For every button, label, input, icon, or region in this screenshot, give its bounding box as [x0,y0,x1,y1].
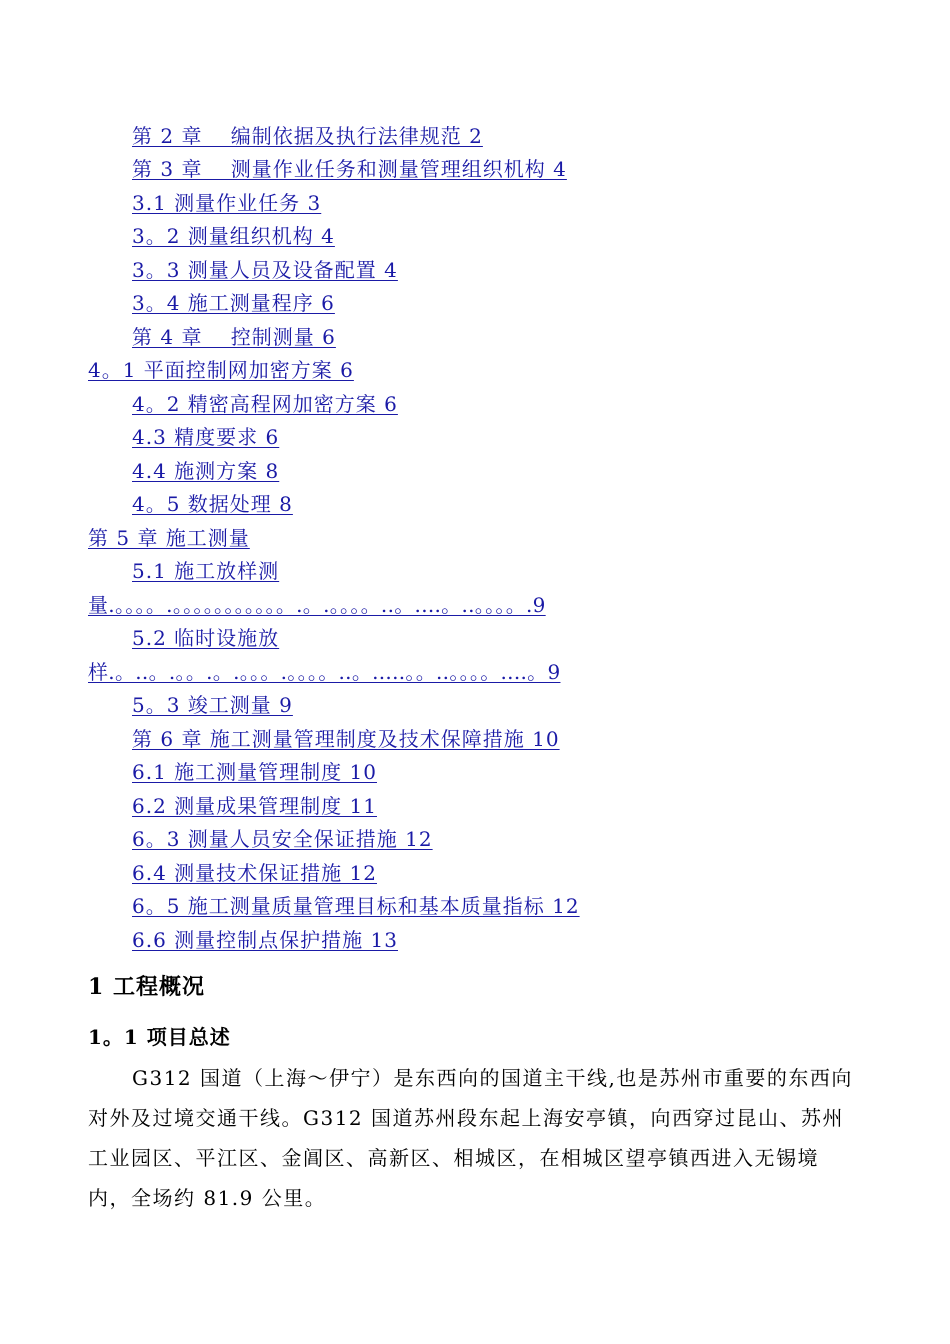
toc-entry-4-1[interactable]: 4。1 平面控制网加密方案 6 [88,358,354,382]
toc-entry-4-2[interactable]: 4。2 精密高程网加密方案 6 [132,392,398,416]
toc-entry-5-2-leader[interactable]: 样.。..。.。。.。.。。。.。。。。..。.....。。..。。。。....。9 [88,660,561,684]
paragraph-line: 对外及过境交通干线。G312 国道苏州段东起上海安亭镇，向西穿过昆山、苏州 [88,1106,845,1130]
toc-entry-6-2[interactable]: 6.2 测量成果管理制度 11 [132,794,377,818]
section-heading: 1 工程概况 [88,974,205,1000]
toc-entry-3-1[interactable]: 3.1 测量作业任务 3 [132,191,322,215]
toc-entry-3-3[interactable]: 3。3 测量人员及设备配置 4 [132,258,398,282]
subsection-heading: 1。1 项目总述 [88,1025,231,1049]
toc-entry-6-6[interactable]: 6.6 测量控制点保护措施 13 [132,928,398,952]
body-paragraph [88,1058,864,1218]
toc-entry-3-4[interactable]: 3。4 施工测量程序 6 [132,291,335,315]
toc-entry-ch2[interactable]: 第 2 章 编制依据及执行法律规范 2 [132,124,483,148]
toc-entry-5-1[interactable]: 5.1 施工放样测 [132,559,280,583]
toc-entry-ch3[interactable]: 第 3 章 测量作业任务和测量管理组织机构 4 [132,157,567,181]
toc-entry-6-1[interactable]: 6.1 施工测量管理制度 10 [132,760,377,784]
toc-entry-4-3[interactable]: 4.3 精度要求 6 [132,425,280,449]
paragraph-line: 工业园区、平江区、金阊区、高新区、相城区，在相城区望亭镇西进入无锡境 [88,1146,819,1170]
toc-entry-3-2[interactable]: 3。2 测量组织机构 4 [132,224,335,248]
toc-entry-ch5[interactable]: 第 5 章 施工测量 [88,526,250,550]
toc-entry-6-5[interactable]: 6。5 施工测量质量管理目标和基本质量指标 12 [132,894,580,918]
toc-entry-6-4[interactable]: 6.4 测量技术保证措施 12 [132,861,377,885]
toc-entry-ch4[interactable]: 第 4 章 控制测量 6 [132,325,336,349]
toc-entry-5-1-leader[interactable]: 量.。。。。.。。。。。。。。。。。.。.。。。。..。....。..。。。。.9 [88,593,546,617]
toc-entry-6-3[interactable]: 6。3 测量人员安全保证措施 12 [132,827,433,851]
paragraph-line: 内，全场约 81.9 公里。 [88,1186,327,1210]
toc-entry-5-3[interactable]: 5。3 竣工测量 9 [132,693,293,717]
toc-entry-5-2[interactable]: 5.2 临时设施放 [132,626,280,650]
paragraph-line: G312 国道（上海～伊宁）是东西向的国道主干线,也是苏州市重要的东西向 [132,1066,853,1090]
toc-entry-4-5[interactable]: 4。5 数据处理 8 [132,492,293,516]
toc-entry-4-4[interactable]: 4.4 施测方案 8 [132,459,280,483]
toc-entry-ch6[interactable]: 第 6 章 施工测量管理制度及技术保障措施 10 [132,727,560,751]
